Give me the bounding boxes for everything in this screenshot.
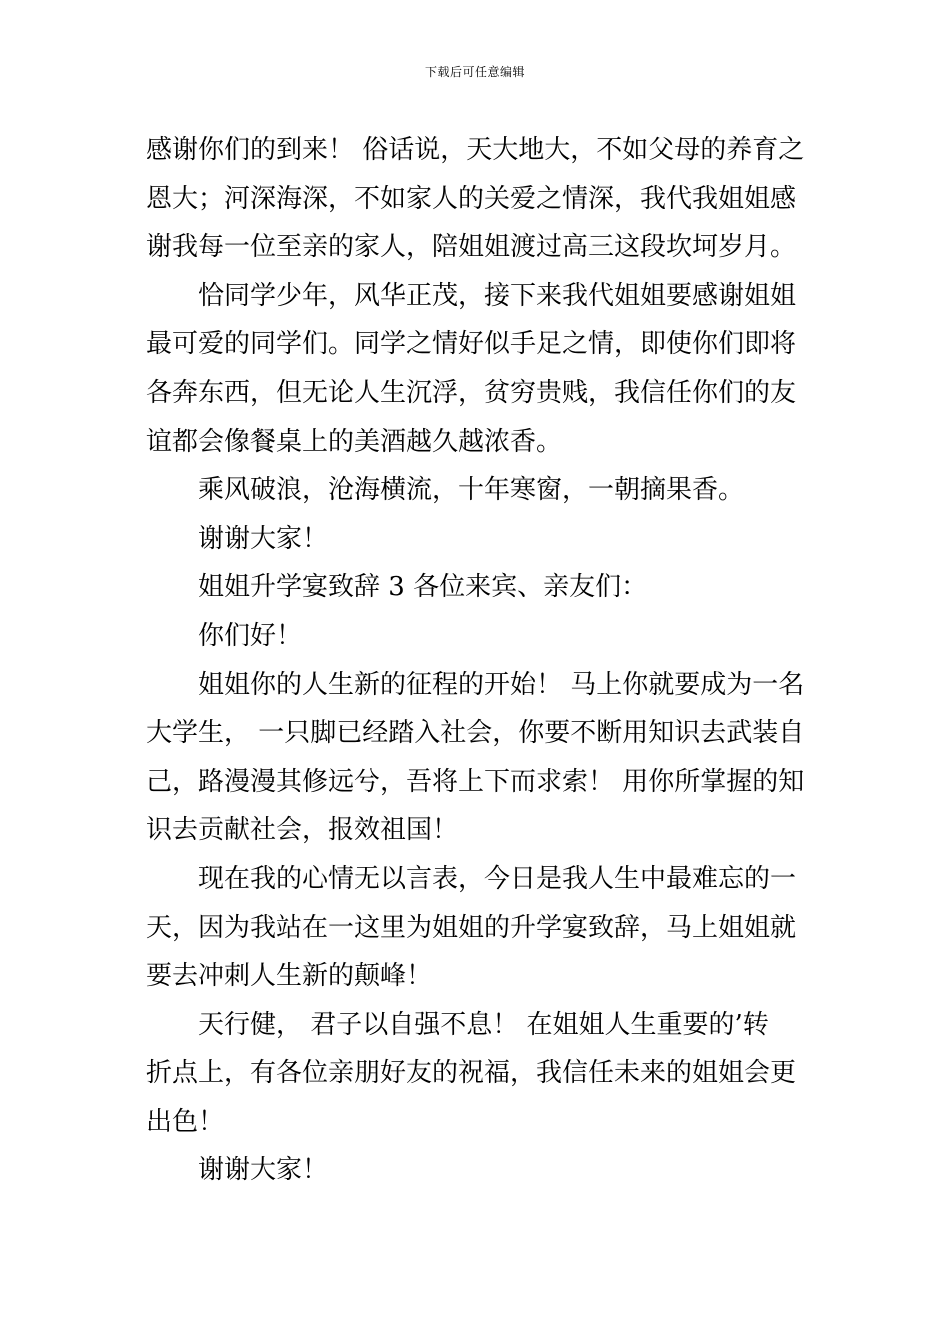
text-line: 恩大；河深海深，不如家人的关爱之情深，我代我姐姐感 <box>146 183 797 214</box>
text-line: 现在我的心情无以言表，今日是我人生中最难忘的一 <box>198 863 797 894</box>
text-line: 出色！ <box>146 1106 225 1137</box>
text-line: 大学生， 一只脚已经踏入社会，你要不断用知识去武装自 <box>146 718 805 749</box>
text-line: 谊都会像餐桌上的美酒越久越浓香。 <box>146 426 563 457</box>
text-line: 己，路漫漫其修远兮，吾将上下而求索！ 用你所掌握的知 <box>146 766 805 797</box>
text-line: 天，因为我站在一这里为姐姐的升学宴致辞，马上姐姐就 <box>146 912 797 943</box>
text-line: 恰同学少年，风华正茂，接下来我代姐姐要感谢姐姐 <box>198 280 797 311</box>
text-line: 要去冲刺人生新的颠峰！ <box>146 961 433 992</box>
page-header: 下载后可任意编辑 <box>424 65 525 79</box>
text-line: 谢谢大家！ <box>198 1155 329 1186</box>
text-line: 谢谢大家！ <box>198 523 329 554</box>
text-line: 最可爱的同学们。同学之情好似手足之情，即使你们即将 <box>146 329 797 360</box>
text-line: 天行健， 君子以自强不息！ 在姐姐人生重要的’转 <box>198 1009 769 1040</box>
document-body <box>146 126 808 1195</box>
text-line: 折点上，有各位亲朋好友的祝福，我信任未来的姐姐会更 <box>146 1058 797 1089</box>
text-line: 识去贡献社会，报效祖国！ <box>146 815 459 846</box>
text-line: 感谢你们的到来！ 俗话说，天大地大，不如父母的养育之 <box>146 135 805 165</box>
text-line: 各奔东西，但无论人生沉浮，贫穷贵贱，我信任你们的友 <box>146 377 797 408</box>
text-line: 谢我每一位至亲的家人，陪姐姐渡过高三这段坎坷岁月。 <box>146 232 797 263</box>
text-line: 乘风破浪，沧海横流，十年寒窗，一朝摘果香。 <box>198 475 745 506</box>
text-line: 姐姐升学宴致辞 3 各位来宾、亲友们： <box>198 572 648 603</box>
text-line: 姐姐你的人生新的征程的开始！ 马上你就要成为一名 <box>198 669 805 700</box>
text-line: 你们好！ <box>198 620 303 651</box>
